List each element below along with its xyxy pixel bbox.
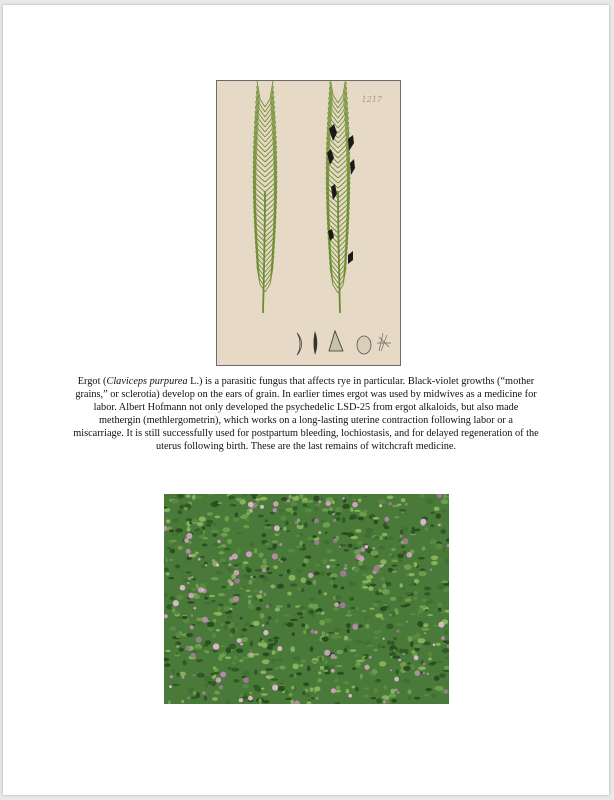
document-page [3, 5, 609, 795]
ergot-rye-illustration [216, 80, 401, 366]
thyme-plants-image [164, 494, 449, 704]
thyme-photo [164, 494, 449, 704]
plate-number: 1217 [361, 95, 382, 104]
species-name: Claviceps purpurea [106, 376, 188, 387]
rye-ears-drawing [217, 81, 400, 365]
figure-caption: Ergot (Claviceps purpurea L.) is a parasitic fungus that affects rye in particular. Black-violet growths (“mother grains,” or sclerotia) develop on the ears of grain. In earlier times ergot was used by midwives as a medicine for labor. Albert Hofmann not only developed the psychedelic LSD-25 from ergot alkaloids, but also made methergin (methlergometrin), which works on a long-lasting uterine contraction following labor or a miscarriage. It is still successfully used for postpartum bleeding, lochiostasis, and for delayed regeneration of the uterus following birth. These are the last remains of witchcraft medicine. [73, 376, 539, 452]
